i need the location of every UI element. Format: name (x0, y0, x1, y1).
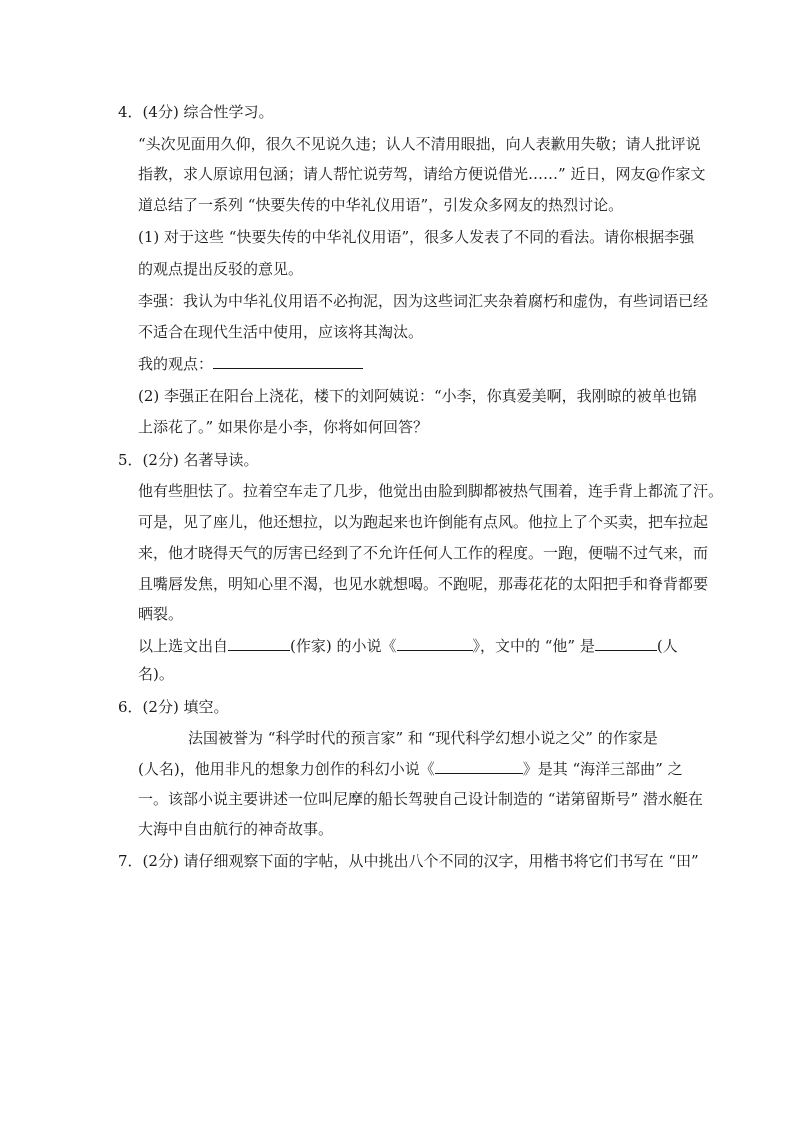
q4-sub2-line-1: (2) 李强正在阳台上浇花，楼下的刘阿姨说：“小李，你真爱美啊，我刚晾的被单也锦 (138, 387, 697, 405)
q5-passage-line-1: 他有些胆怯了。拉着空车走了几步，他觉出由脸到脚都被热气围着，连手背上都流了汗。 (138, 482, 724, 500)
q5-passage-line-3: 来，他才晓得天气的厉害已经到了不允许任何人工作的程度。一跑，便喘不过气来，而 (138, 544, 709, 562)
q5-passage-line-5: 晒裂。 (138, 605, 184, 623)
q7-header: 7．(2分) 请仔细观察下面的字帖，从中挑出八个不同的汉字，用楷书将它们书写在 “田” (118, 852, 699, 870)
q5-passage-line-4: 且嘴唇发焦，明知心里不渴，也见水就想喝。不跑呢，那毒花花的太阳把手和脊背都要 (138, 575, 709, 593)
q4-intro-line-1: “头次见面用久仰，很久不见说久违；认人不清用眼拙，向人表歉用失敬；请人批评说 (138, 135, 701, 153)
q4-sub2-line-2: 上添花了。” 如果你是小李，你将如何回答？ (138, 418, 428, 436)
my-view-label: 我的观点： (138, 355, 214, 373)
q5-fill-line: 以上选文出自 (作家) 的小说《 》，文中的 “他” 是 (人 (138, 637, 678, 655)
q6-header: 6．(2分) 填空。 (118, 698, 229, 716)
q4-intro-line-3: 道总结了一系列 “快要失传的中华礼仪用语”，引发众多网友的热烈讨论。 (138, 196, 624, 214)
q4-sub1-line-2: 的观点提出反驳的意见。 (138, 260, 304, 278)
q4-intro-line-2: 指教，求人原谅用包涵；请人帮忙说劳驾，请给方便说借光……” 近日，网友@作家文 (138, 165, 706, 183)
novel-title-blank[interactable] (397, 636, 473, 651)
q6-line-2: (人名)，他用非凡的想象力创作的科幻小说《 》是其 “海洋三部曲” 之 (138, 760, 683, 778)
author-blank[interactable] (228, 636, 290, 651)
q6-line-1: 法国被誉为 “科学时代的预言家” 和 “现代科学幻想小说之父” 的作家是 (188, 729, 658, 747)
q6-line-4: 大海中自由航行的神奇故事。 (138, 820, 334, 838)
q4-my-view (138, 354, 363, 374)
q6-line-3: 一。该部小说主要讲述一位叫尼摩的船长驾驶自己设计制造的 “诺第留斯号” 潜水艇在 (138, 790, 703, 808)
character-name-blank[interactable] (595, 636, 657, 651)
q5-passage-line-2: 可是，见了座儿，他还想拉，以为跑起来也许倒能有点风。他拉上了个买卖，把车拉起 (138, 513, 709, 531)
my-view-answer-blank[interactable] (213, 354, 363, 369)
q4-liqiang-line-1: 李强：我认为中华礼仪用语不必拘泥，因为这些词汇夹杂着腐朽和虚伪，有些词语已经 (138, 292, 709, 310)
scifi-novel-blank[interactable] (435, 759, 523, 774)
q5-header: 5．(2分) 名著导读。 (118, 451, 259, 469)
q4-header: 4．(4分) 综合性学习。 (118, 103, 274, 121)
q5-fill-line-end: 名)。 (138, 665, 174, 683)
q4-liqiang-line-2: 不适合在现代生活中使用，应该将其淘汰。 (138, 323, 424, 341)
q4-sub1-line-1: (1) 对于这些 “快要失传的中华礼仪用语”，很多人发表了不同的看法。请你根据李强 (138, 228, 695, 246)
